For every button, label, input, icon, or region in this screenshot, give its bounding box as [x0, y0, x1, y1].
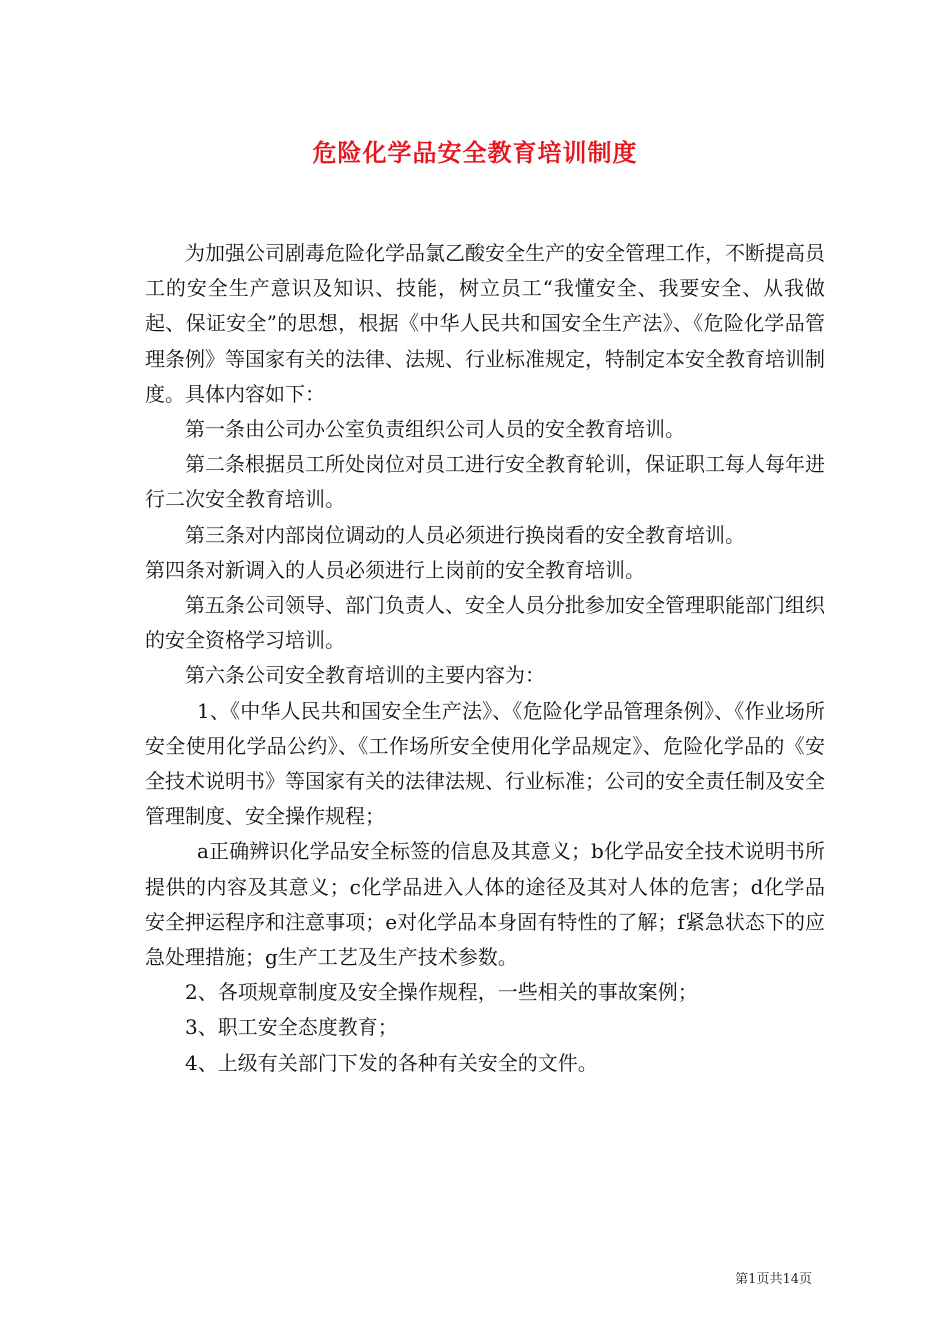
- article-3-paragraph: 第三条对内部岗位调动的人员必须进行换岗看的安全教育培训。: [185, 522, 745, 547]
- page-number: 第1页共14页: [735, 1272, 812, 1287]
- article-5-paragraph: 第五条公司领导、部门负责人、安全人员分批参加安全管理职能部门组织的安全资格学习培训。: [145, 593, 825, 653]
- content-item-1-subitems: a正确辨识化学品安全标签的信息及其意义；b化学品安全技术说明书所提供的内容及其意义；c化学品进入人体的途径及其对人体的危害；d化学品安全押运程序和注意事项；e对化学品本身固有特性的了解；f紧急状态下的应急处理措施；g生产工艺及生产技术参数。: [145, 839, 825, 970]
- article-2-paragraph: 第二条根据员工所处岗位对员工进行安全教育轮训，保证职工每人每年进行二次安全教育培训。: [145, 452, 825, 512]
- content-item-3: 3、职工安全态度教育；: [185, 1015, 398, 1040]
- content-item-1: 1、《中华人民共和国安全生产法》、《危险化学品管理条例》、《作业场所安全使用化学品公约》、《工作场所安全使用化学品规定》、危险化学品的《安全技术说明书》等国家有关的法律法规、行业标准；公司的安全责任制及安全管理制度、安全操作规程；: [145, 698, 825, 829]
- article-4-paragraph: 第四条对新调入的人员必须进行上岗前的安全教育培训。: [145, 557, 645, 582]
- content-item-2: 2、各项规章制度及安全操作规程，一些相关的事故案例；: [185, 980, 698, 1005]
- document-title: 危险化学品安全教育培训制度: [312, 138, 638, 167]
- document-body: [145, 236, 825, 1081]
- article-6-paragraph: 第六条公司安全教育培训的主要内容为：: [185, 663, 545, 688]
- intro-paragraph: 为加强公司剧毒危险化学品氯乙酸安全生产的安全管理工作，不断提高员工的安全生产意识及知识、技能，树立员工“我懂安全、我要安全、从我做起、保证安全”的思想，根据《中华人民共和国安全生产法》、《危险化学品管理条例》等国家有关的法律、法规、行业标准规定，特制定本安全教育培训制度。具体内容如下：: [145, 241, 825, 406]
- article-1-paragraph: 第一条由公司办公室负责组织公司人员的安全教育培训。: [185, 417, 685, 442]
- content-item-4: 4、上级有关部门下发的各种有关安全的文件。: [185, 1050, 598, 1075]
